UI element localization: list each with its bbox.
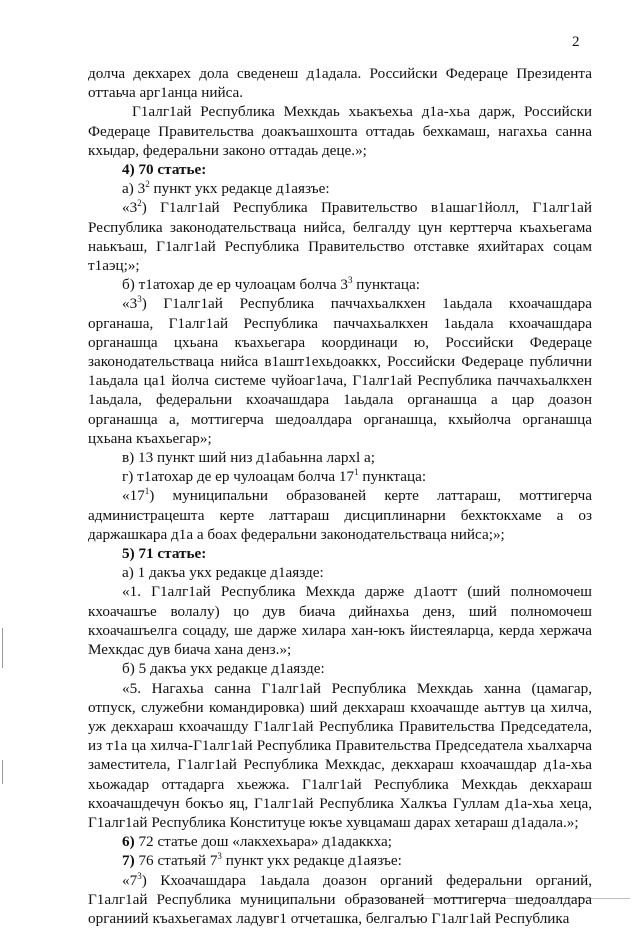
section-heading: 5) 71 статье: <box>122 545 207 563</box>
paragraph-14: «5. Нагахьа санна Г1алг1ай Республика Мехкдаь ханна (цамагар, отпуск, служебни командировка) ший декхараш кхоачашде аьттув ца хилча, уж декхараш кхоачашду Г1алг1ай Республика Правительства Председатела, из т1а ца хилча-Г1алг1ай Республика Правительства Председатела хьалхарча заместитела, Г1алг1ай Республика Мехкдас, декхараш кхоачашдар д1а-хьа хьожадар оттадарга хьежжа. Г1алг1ай Республика Мехкдаь декхараш кхоачашдечун бокъо яц, Г1алг1ай Республика Халкъа Гуллам д1а-хьа хеца, Г1алг1ай Республика Конституце юкъе хувцамаш дарах хетараш д1адала.»; <box>88 679 592 831</box>
paragraph-5: б) т1атохар де ер чулоацам болча $3^3$ пунктаца: <box>122 275 420 294</box>
paragraph-4: «$3^2$) Г1алг1ай Республика Правительство в1ашаг1йолл, Г1алг1ай Республика законодательстваца нийса, белгалду цун керттерча къахьегама наькъаш, Г1алг1ай Республика Правительство отставке яхийтарах соцам т1аэц;»; <box>88 198 592 275</box>
page-number: 2 <box>572 34 580 50</box>
section-heading: 4) 70 статье: <box>122 161 207 179</box>
paragraph-17: «$7^3$) Кхоачашдара 1аьдала доазон органий федеральни органий, Г1алг1ай Республика муниципальни образованей моттигерча шедоалдара органиий къахьегамах ладувг1 отчеташка, белгалъю Г1алг1ай Республика <box>88 870 592 927</box>
paragraph-12: «1. Г1алг1ай Республика Мехкда дарже д1аотт (ший полномочеш кхоачашъе волалу) цо дув биача дийнахьа денз, ший полномочеш кхоачашъелга соцаду, ше дарже хилара хан-юкъ йистеяларца, керда хержача Мехкдас дув биача хана денз.»; <box>88 583 592 659</box>
paragraph-16: 7) 76 статьяй $7^3$ пункт укх редакце д1аязъе: <box>122 851 402 870</box>
paragraph-13: б) 5 дакъа укх редакце д1аязде: <box>122 660 325 678</box>
paragraph-1: Г1алг1ай Республика Мехкдаь хьакъехьа д1а-хьа дарж, Российски Федераце Правительства доакъашхошта оттадаь бехкамаш, нагахьа санна кхыдар, федеральни законо оттадаь деце.»; <box>88 103 592 159</box>
paragraph-11: а) 1 дакъа укх редакце д1аязде: <box>122 564 324 582</box>
paragraph-0: долча декхарех дола сведенеш д1адала. Российски Федераце Президента оттаьча арг1анца нийса. <box>88 65 592 102</box>
scan-edge-mark <box>2 628 3 668</box>
scan-edge-mark <box>2 760 3 784</box>
paragraph-9: «$17^1$) муниципальни образованей керте латтараш, моттигерча администрацешта керте латтараш дисциплинарни бехктокхаме а оз даржашкара д1а а боах федеральни законодательстваца нийса;»; <box>88 486 592 543</box>
paragraph-6: «$3^3$) Г1алг1ай Республика паччахьалкхен 1аьдала кхоачашдара органаша, Г1алг1ай Республика паччахьалкхен 1аьдала кхоачашдара органашца цхьана къахьегара координаци ю, Российски Федераце законодательстваца нийса в1ашт1ехьдоаккх, Российски Федераце публични 1аьдала ца1 йолча системе чуйоаг1ача, Г1алг1ай Республика паччахьалкхен 1аьдала, федеральни кхоачашдара 1аьдала органашца а цар доазон органашца а, моттигерча шедоалдара органашца, кхыйолча органашца цхьана къахьегар»; <box>88 294 592 447</box>
paragraph-15: 6) 72 статье дош «лакхехьара» д1адаккха; <box>122 833 392 851</box>
paragraph-8: г) т1атохар де ер чулоацам болча $17^1$ пунктаца: <box>122 467 427 486</box>
document-body <box>88 64 592 928</box>
paragraph-7: в) 13 пункт ший низ д1абаьнна лархl а; <box>122 449 376 467</box>
paragraph-3: а) $3^2$ пункт укх редакце д1аязъе: <box>122 179 330 198</box>
